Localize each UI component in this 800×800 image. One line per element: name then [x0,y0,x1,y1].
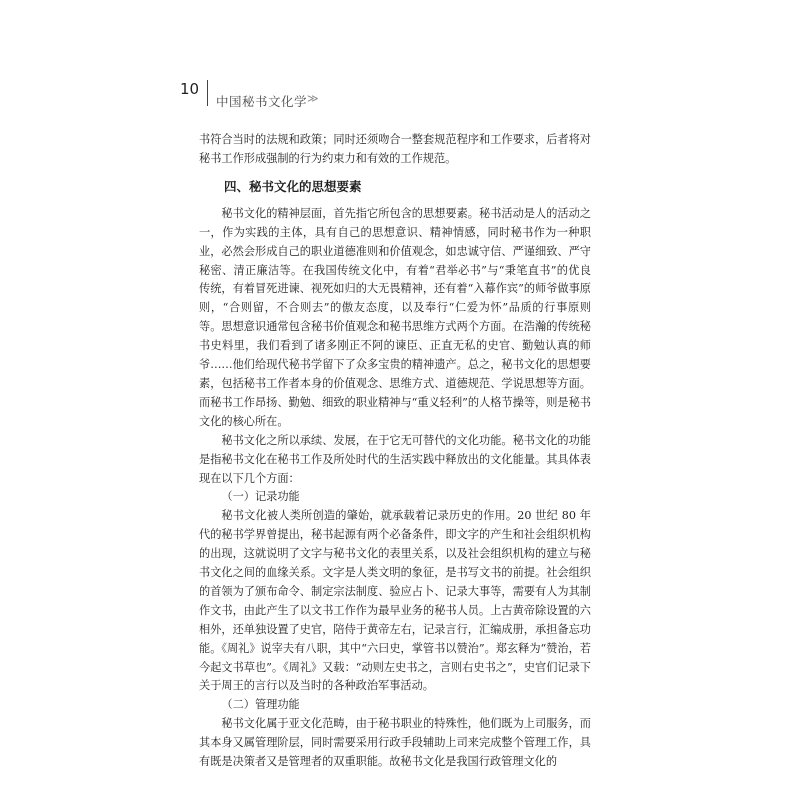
paragraph: 秘书文化的精神层面，首先指它所包含的思想要素。秘书活动是人的活动之一，作为实践的主体，具有自己的思想意识、精神情感，同时秘书作为一种职业，必然会形成自己的职业道德准则和价值观念，如忠诚守信、严谨细致、严守秘密、清正廉洁等。在我国传统文化中，有着“君举必书”与“秉笔直书”的优良传统，有着冒死进谏、视死如归的大无畏精神，还有着“入幕作宾”的师爷做事原则，“合则留，不合则去”的傲友态度，以及奉行“仁爱为怀”品质的行事原则等。思想意识通常包含秘书价值观念和秘书思维方式两个方面。在浩瀚的传统秘书史料里，我们看到了诸多刚正不阿的谏臣、正直无私的史官、勤勉认真的师爷……他们给现代秘书学留下了众多宝贵的精神遗产。总之，秘书文化的思想要素，包括秘书工作者本身的价值观念、思维方式、道德规范、学说思想等方面。而秘书工作昂扬、勤勉、细致的职业精神与“重义轻利”的人格节操等，则是秘书文化的核心所在。 [199,206,591,428]
paragraph: 秘书文化被人类所创造的肇始，就承载着记录历史的作用。20 世纪 80 年代的秘书学界曾提出，秘书起源有两个必备条件，即文字的产生和社会组织机构的出现，这就说明了文字与秘书文化的表里关系，以及社会组织机构的建立与秘书文化之间的血缘关系。文字是人类文明的象征，是书写文书的前提。社会组织的首领为了颁布命令、制定宗法制度、验应占卜、记录大事等，需要有人为其制作文书，由此产生了以文书工作作为最早业务的秘书人员。上古黄帝除设置的六相外，还单独设置了史官，陪侍于黄帝左右，记录言行，汇编成册，承担备忘功能。《周礼》说宰夫有八职，其中“六曰史，掌管书以赞治”。郑玄释为“赞治，若今起文书草也”。《周礼》又载：“动则左史书之，言则右史书之”，史官们记录下关于周王的言行以及当时的各种政治军事活动。 [199,509,591,693]
paragraph-continued: 书符合当时的法规和政策；同时还须吻合一整套规范程序和工作要求，后者将对秘书工作形成强制的行为约束力和有效的工作规范。 [199,133,591,165]
subsection-title: （二）管理功能 [221,698,300,712]
section-title: 四、秘书文化的思想要素 [224,178,362,194]
paragraph: 秘书文化属于亚文化范畴，由于秘书职业的特殊性，他们既为上司服务，而其本身又属管理阶层，同时需要采用行政手段辅助上司来完成整个管理工作，具有既是决策者又是管理者的双重职能。故秘书文化是我国行政管理文化的 [199,717,591,769]
book-title: 中国秘书文化学 [216,94,308,109]
double-chevron-right-icon: ≫ [307,92,319,105]
running-header [180,80,620,110]
paragraph: 秘书文化之所以承续、发展，在于它无可替代的文化功能。秘书文化的功能是指秘书文化在秘书工作及所处时代的生活实践中释放出的文化能量。其具体表现在以下几个方面： [199,433,591,485]
subsection-title: （一）记录功能 [221,490,300,504]
page-number: 10 [180,80,200,98]
header-divider [207,80,208,106]
page-body [199,131,591,772]
